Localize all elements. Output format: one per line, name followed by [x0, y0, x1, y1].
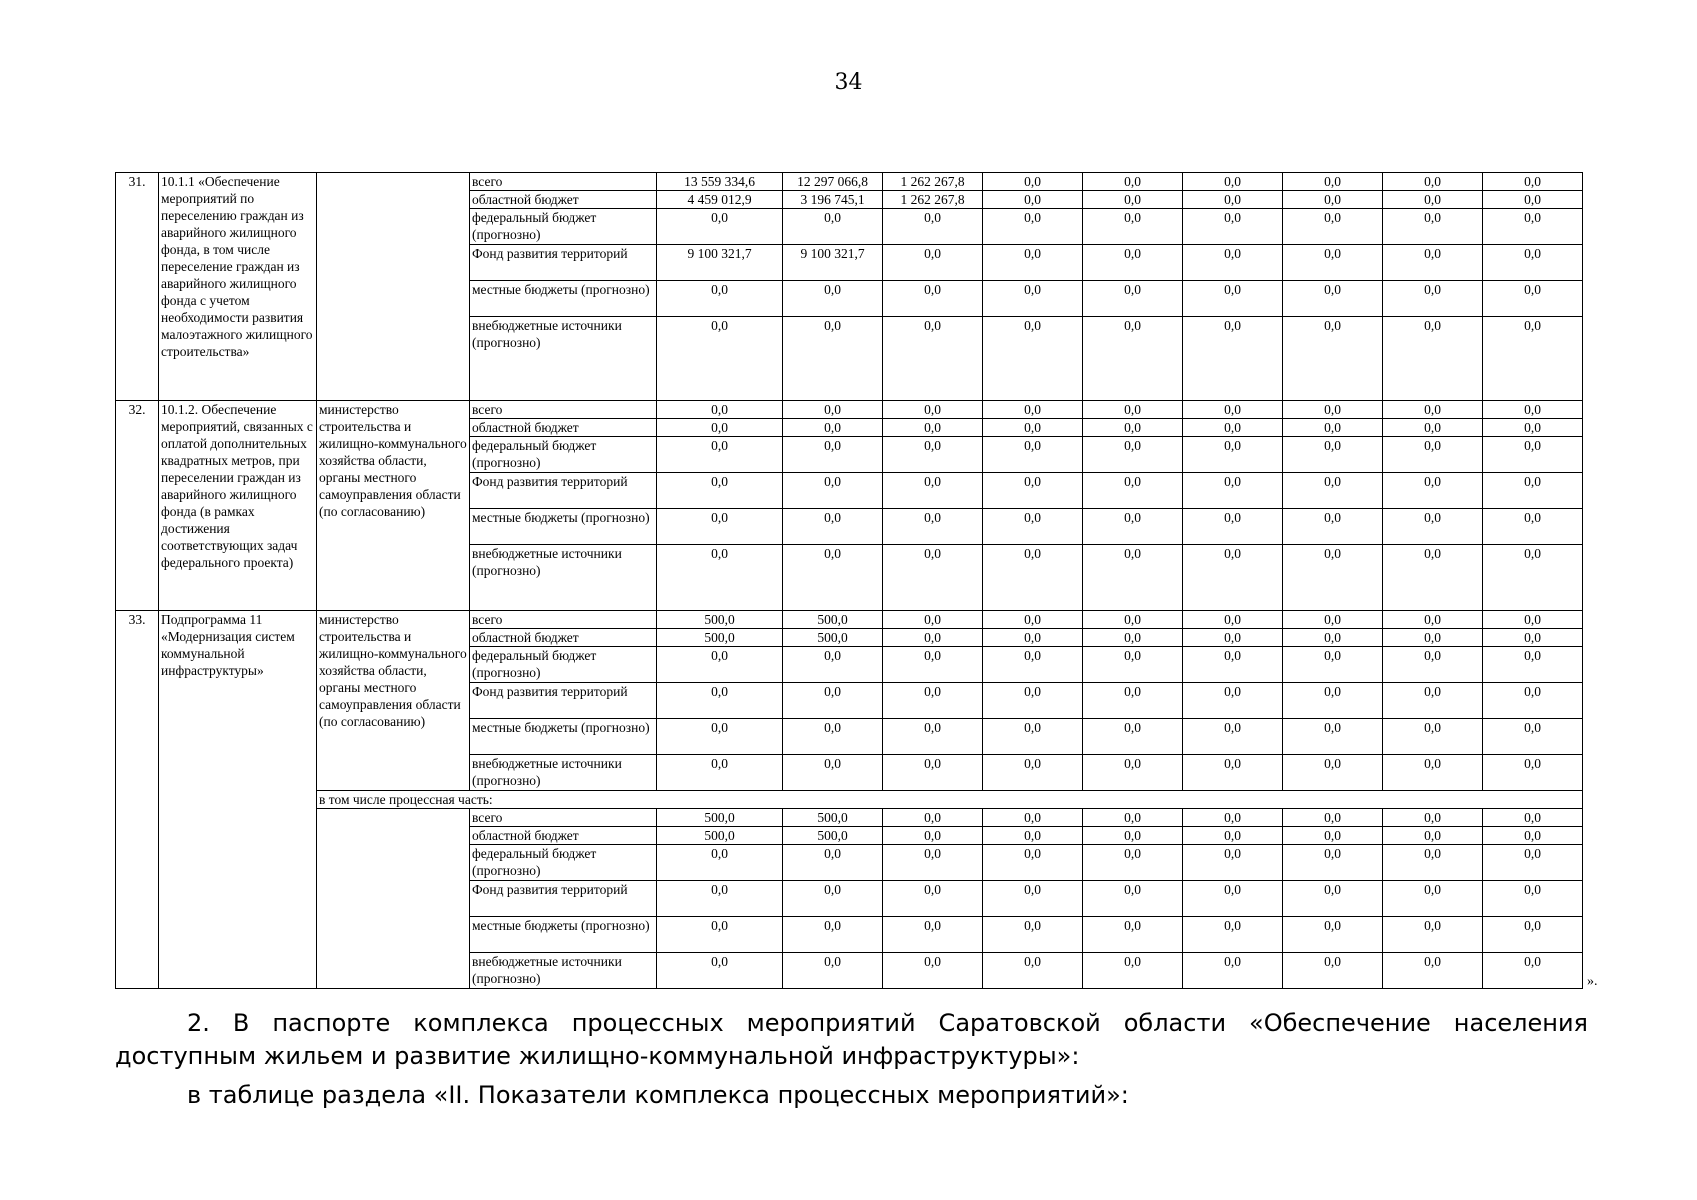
amount-cell: 0,0	[783, 437, 883, 473]
amount-cell: 0,0	[1483, 719, 1583, 755]
amount-cell: 0,0	[983, 827, 1083, 845]
amount-cell: 0,0	[783, 545, 883, 611]
amount-cell: 0,0	[1483, 281, 1583, 317]
amount-cell: 0,0	[983, 173, 1083, 191]
amount-cell: 0,0	[1083, 191, 1183, 209]
amount-cell: 0,0	[1383, 953, 1483, 989]
amount-cell: 0,0	[657, 473, 783, 509]
subsection-heading: в том числе процессная часть:	[317, 791, 1583, 809]
amount-cell: 0,0	[983, 629, 1083, 647]
measure-name: 10.1.2. Обеспечение мероприятий, связанных с оплатой дополнительных квадратных метров, при переселении граждан из аварийного жилищного фонда (в рамках достижения соответствующих задач федерального проекта)	[159, 401, 317, 611]
amount-cell: 500,0	[783, 809, 883, 827]
paragraph-amendment: 2. В паспорте комплекса процессных мероприятий Саратовской области «Обеспечение населения доступным жильем и развитие жилищно-коммунальной инфраструктуры»:	[115, 1009, 1588, 1070]
amount-cell: 0,0	[1083, 545, 1183, 611]
amount-cell: 0,0	[1383, 755, 1483, 791]
amount-cell: 0,0	[883, 209, 983, 245]
amount-cell: 0,0	[983, 209, 1083, 245]
amount-cell: 0,0	[1483, 473, 1583, 509]
amount-cell: 500,0	[657, 809, 783, 827]
amount-cell: 0,0	[1483, 173, 1583, 191]
amount-cell: 0,0	[983, 683, 1083, 719]
responsible-executor: министерство строительства и жилищно-коммунального хозяйства области, органы местного самоуправления области (по согласованию)	[317, 401, 470, 611]
amount-cell: 0,0	[1483, 809, 1583, 827]
amount-cell: 0,0	[1083, 809, 1183, 827]
funding-source: всего	[470, 809, 657, 827]
amount-cell: 0,0	[657, 509, 783, 545]
amount-cell: 0,0	[883, 545, 983, 611]
amount-cell: 0,0	[783, 755, 883, 791]
amount-cell: 0,0	[1283, 809, 1383, 827]
funding-source: всего	[470, 401, 657, 419]
funding-source: областной бюджет	[470, 827, 657, 845]
amount-cell: 0,0	[1283, 545, 1383, 611]
amount-cell: 0,0	[983, 845, 1083, 881]
amount-cell: 0,0	[1483, 419, 1583, 437]
amount-cell: 0,0	[1383, 611, 1483, 629]
amount-cell: 0,0	[1483, 881, 1583, 917]
amount-cell: 0,0	[1283, 191, 1383, 209]
amount-cell: 0,0	[1283, 509, 1383, 545]
funding-source: внебюджетные источники (прогнозно)	[470, 317, 657, 401]
amount-cell: 0,0	[983, 719, 1083, 755]
amount-cell: 0,0	[983, 509, 1083, 545]
amount-cell: 0,0	[1283, 611, 1383, 629]
amount-cell: 0,0	[1183, 683, 1283, 719]
amount-cell: 0,0	[1383, 245, 1483, 281]
amount-cell: 0,0	[1483, 683, 1583, 719]
funding-source: внебюджетные источники (прогнозно)	[470, 545, 657, 611]
row-number: 31.	[116, 173, 159, 401]
funding-source: всего	[470, 611, 657, 629]
funding-source: областной бюджет	[470, 191, 657, 209]
funding-source: Фонд развития территорий	[470, 473, 657, 509]
funding-source: Фонд развития территорий	[470, 881, 657, 917]
amount-cell: 0,0	[1183, 545, 1283, 611]
amount-cell: 0,0	[883, 611, 983, 629]
table-row	[116, 611, 1583, 629]
row-number: 32.	[116, 401, 159, 611]
amount-cell: 0,0	[657, 845, 783, 881]
financing-table	[115, 172, 1583, 989]
amount-cell: 0,0	[1483, 509, 1583, 545]
funding-source: федеральный бюджет (прогнозно)	[470, 845, 657, 881]
amount-cell: 0,0	[883, 683, 983, 719]
amount-cell: 0,0	[1083, 683, 1183, 719]
funding-source: федеральный бюджет (прогнозно)	[470, 437, 657, 473]
funding-source: местные бюджеты (прогнозно)	[470, 917, 657, 953]
amount-cell: 0,0	[1383, 401, 1483, 419]
amount-cell: 0,0	[783, 509, 883, 545]
amount-cell: 0,0	[1083, 209, 1183, 245]
funding-source: федеральный бюджет (прогнозно)	[470, 209, 657, 245]
amount-cell: 0,0	[1083, 881, 1183, 917]
funding-source: местные бюджеты (прогнозно)	[470, 281, 657, 317]
amount-cell: 0,0	[657, 719, 783, 755]
amount-cell: 0,0	[983, 809, 1083, 827]
amount-cell: 0,0	[1183, 629, 1283, 647]
amount-cell: 0,0	[1383, 719, 1483, 755]
amount-cell: 0,0	[1283, 953, 1383, 989]
amount-cell: 0,0	[983, 401, 1083, 419]
amount-cell: 0,0	[1183, 191, 1283, 209]
amount-cell: 0,0	[1183, 245, 1283, 281]
amount-cell: 0,0	[1183, 611, 1283, 629]
amount-cell: 3 196 745,1	[783, 191, 883, 209]
amount-cell: 0,0	[1183, 509, 1283, 545]
amount-cell: 4 459 012,9	[657, 191, 783, 209]
amount-cell: 0,0	[1283, 881, 1383, 917]
measure-name: Подпрограмма 11 «Модернизация систем коммунальной инфраструктуры»	[159, 611, 317, 989]
amount-cell: 0,0	[1283, 629, 1383, 647]
amount-cell: 0,0	[657, 647, 783, 683]
amount-cell: 0,0	[1183, 437, 1283, 473]
amount-cell: 0,0	[1283, 647, 1383, 683]
amount-cell: 0,0	[883, 953, 983, 989]
amount-cell: 0,0	[1083, 473, 1183, 509]
amount-cell: 0,0	[983, 281, 1083, 317]
amount-cell: 0,0	[1383, 509, 1483, 545]
amount-cell: 0,0	[1283, 917, 1383, 953]
amount-cell: 0,0	[1483, 317, 1583, 401]
amount-cell: 0,0	[883, 419, 983, 437]
closing-quote: ».	[1587, 974, 1598, 989]
amount-cell: 0,0	[1283, 827, 1383, 845]
amount-cell: 0,0	[1183, 809, 1283, 827]
amount-cell: 0,0	[1083, 827, 1183, 845]
amount-cell: 0,0	[1183, 881, 1283, 917]
amount-cell: 0,0	[657, 209, 783, 245]
amount-cell: 0,0	[783, 317, 883, 401]
amount-cell: 0,0	[883, 473, 983, 509]
amount-cell: 0,0	[1183, 845, 1283, 881]
amount-cell: 0,0	[1183, 173, 1283, 191]
amount-cell: 0,0	[1483, 647, 1583, 683]
amount-cell: 0,0	[883, 281, 983, 317]
funding-source: внебюджетные источники (прогнозно)	[470, 953, 657, 989]
amount-cell: 0,0	[1283, 437, 1383, 473]
amount-cell: 0,0	[657, 317, 783, 401]
amount-cell: 0,0	[657, 419, 783, 437]
amount-cell: 0,0	[1183, 953, 1283, 989]
amount-cell: 0,0	[1383, 191, 1483, 209]
amount-cell: 0,0	[1483, 629, 1583, 647]
amount-cell: 0,0	[1183, 917, 1283, 953]
funding-source: областной бюджет	[470, 629, 657, 647]
amount-cell: 0,0	[883, 317, 983, 401]
amount-cell: 0,0	[657, 953, 783, 989]
amount-cell: 0,0	[983, 473, 1083, 509]
amount-cell: 0,0	[1083, 281, 1183, 317]
amount-cell: 0,0	[983, 191, 1083, 209]
amount-cell: 0,0	[983, 953, 1083, 989]
amount-cell: 0,0	[1283, 209, 1383, 245]
amount-cell: 500,0	[783, 827, 883, 845]
amount-cell: 0,0	[1383, 683, 1483, 719]
funding-source: Фонд развития территорий	[470, 683, 657, 719]
amount-cell: 0,0	[1083, 629, 1183, 647]
amount-cell: 0,0	[1083, 917, 1183, 953]
amount-cell: 0,0	[883, 827, 983, 845]
amount-cell: 0,0	[1383, 647, 1483, 683]
table-row	[116, 809, 1583, 827]
amount-cell: 0,0	[783, 647, 883, 683]
amount-cell: 0,0	[983, 245, 1083, 281]
amount-cell: 0,0	[1383, 419, 1483, 437]
amount-cell: 9 100 321,7	[657, 245, 783, 281]
amount-cell: 0,0	[983, 611, 1083, 629]
amount-cell: 0,0	[883, 917, 983, 953]
amount-cell: 0,0	[657, 281, 783, 317]
amount-cell: 0,0	[1283, 317, 1383, 401]
amount-cell: 0,0	[1383, 881, 1483, 917]
amount-cell: 0,0	[783, 881, 883, 917]
amount-cell: 0,0	[1283, 473, 1383, 509]
amount-cell: 0,0	[1383, 473, 1483, 509]
amount-cell: 0,0	[1083, 647, 1183, 683]
amount-cell: 0,0	[1183, 473, 1283, 509]
amount-cell: 0,0	[883, 647, 983, 683]
responsible-executor: министерство строительства и жилищно-коммунального хозяйства области, органы местного самоуправления области (по согласованию)	[317, 611, 470, 791]
funding-source: внебюджетные источники (прогнозно)	[470, 755, 657, 791]
funding-source: местные бюджеты (прогнозно)	[470, 719, 657, 755]
amount-cell: 0,0	[1483, 401, 1583, 419]
amount-cell: 0,0	[1183, 401, 1283, 419]
amount-cell: 0,0	[1083, 317, 1183, 401]
amount-cell: 0,0	[1383, 173, 1483, 191]
amount-cell: 0,0	[657, 545, 783, 611]
amount-cell: 0,0	[1083, 845, 1183, 881]
amount-cell: 0,0	[1083, 611, 1183, 629]
amount-cell: 0,0	[1383, 437, 1483, 473]
amount-cell: 0,0	[657, 401, 783, 419]
amount-cell: 0,0	[983, 437, 1083, 473]
amount-cell: 0,0	[983, 881, 1083, 917]
amount-cell: 0,0	[1383, 281, 1483, 317]
amount-cell: 0,0	[1383, 845, 1483, 881]
amount-cell: 0,0	[783, 419, 883, 437]
amount-cell: 0,0	[1283, 401, 1383, 419]
amount-cell: 0,0	[657, 917, 783, 953]
amount-cell: 0,0	[783, 281, 883, 317]
amount-cell: 0,0	[1283, 719, 1383, 755]
amount-cell: 0,0	[1283, 281, 1383, 317]
amount-cell: 0,0	[1283, 845, 1383, 881]
amount-cell: 0,0	[1483, 437, 1583, 473]
amount-cell: 0,0	[1183, 827, 1283, 845]
amount-cell: 0,0	[1083, 419, 1183, 437]
funding-source: областной бюджет	[470, 419, 657, 437]
amount-cell: 0,0	[883, 245, 983, 281]
amount-cell: 0,0	[1183, 317, 1283, 401]
row-number: 33.	[116, 611, 159, 989]
responsible-executor	[317, 809, 470, 989]
amount-cell: 0,0	[983, 545, 1083, 611]
amount-cell: 0,0	[1083, 173, 1183, 191]
amount-cell: 0,0	[983, 647, 1083, 683]
amount-cell: 0,0	[983, 917, 1083, 953]
amount-cell: 0,0	[1383, 317, 1483, 401]
amount-cell: 0,0	[657, 437, 783, 473]
amount-cell: 0,0	[1283, 683, 1383, 719]
amount-cell: 0,0	[1083, 719, 1183, 755]
amount-cell: 0,0	[883, 755, 983, 791]
amount-cell: 0,0	[1383, 917, 1483, 953]
amount-cell: 0,0	[1383, 545, 1483, 611]
amount-cell: 500,0	[657, 629, 783, 647]
amount-cell: 0,0	[1383, 809, 1483, 827]
amount-cell: 0,0	[1483, 209, 1583, 245]
amount-cell: 0,0	[783, 953, 883, 989]
amount-cell: 0,0	[1083, 245, 1183, 281]
amount-cell: 500,0	[657, 827, 783, 845]
amount-cell: 0,0	[883, 719, 983, 755]
amount-cell: 0,0	[1183, 719, 1283, 755]
amount-cell: 0,0	[783, 845, 883, 881]
table-row	[116, 173, 1583, 191]
funding-source: всего	[470, 173, 657, 191]
funding-source: федеральный бюджет (прогнозно)	[470, 647, 657, 683]
amount-cell: 0,0	[1383, 209, 1483, 245]
amount-cell: 0,0	[1183, 419, 1283, 437]
amount-cell: 0,0	[1083, 437, 1183, 473]
amount-cell: 0,0	[1283, 173, 1383, 191]
amount-cell: 0,0	[1483, 845, 1583, 881]
amount-cell: 0,0	[1483, 827, 1583, 845]
amount-cell: 0,0	[883, 437, 983, 473]
amount-cell: 0,0	[983, 755, 1083, 791]
amount-cell: 0,0	[783, 683, 883, 719]
amount-cell: 0,0	[883, 881, 983, 917]
amount-cell: 0,0	[1483, 917, 1583, 953]
amount-cell: 0,0	[1083, 509, 1183, 545]
amount-cell: 0,0	[1283, 245, 1383, 281]
amount-cell: 500,0	[783, 629, 883, 647]
amount-cell: 0,0	[1083, 755, 1183, 791]
amount-cell: 0,0	[1383, 629, 1483, 647]
amount-cell: 0,0	[1183, 209, 1283, 245]
amount-cell: 0,0	[883, 509, 983, 545]
amount-cell: 13 559 334,6	[657, 173, 783, 191]
amount-cell: 0,0	[1483, 245, 1583, 281]
amount-cell: 1 262 267,8	[883, 173, 983, 191]
amount-cell: 9 100 321,7	[783, 245, 883, 281]
amount-cell: 500,0	[783, 611, 883, 629]
page-number: 34	[834, 70, 863, 95]
amount-cell: 0,0	[1083, 401, 1183, 419]
amount-cell: 0,0	[783, 473, 883, 509]
funding-source: местные бюджеты (прогнозно)	[470, 509, 657, 545]
amount-cell: 0,0	[983, 317, 1083, 401]
amount-cell: 0,0	[1283, 755, 1383, 791]
amount-cell: 500,0	[657, 611, 783, 629]
amount-cell: 0,0	[883, 629, 983, 647]
amount-cell: 0,0	[983, 419, 1083, 437]
amount-cell: 0,0	[1483, 755, 1583, 791]
amount-cell: 0,0	[1183, 281, 1283, 317]
amount-cell: 0,0	[783, 209, 883, 245]
amount-cell: 0,0	[883, 809, 983, 827]
amount-cell: 0,0	[657, 683, 783, 719]
amount-cell: 0,0	[1383, 827, 1483, 845]
amount-cell: 0,0	[1483, 953, 1583, 989]
amount-cell: 0,0	[1183, 755, 1283, 791]
amount-cell: 1 262 267,8	[883, 191, 983, 209]
responsible-executor	[317, 173, 470, 401]
amount-cell: 0,0	[783, 719, 883, 755]
amount-cell: 0,0	[883, 401, 983, 419]
amount-cell: 0,0	[1483, 191, 1583, 209]
table-row	[116, 401, 1583, 419]
paragraph-table-section: в таблице раздела «II. Показатели комплекса процессных мероприятий»:	[187, 1081, 1129, 1109]
amount-cell: 0,0	[883, 845, 983, 881]
table-row	[116, 791, 1583, 809]
amount-cell: 0,0	[657, 755, 783, 791]
amount-cell: 0,0	[783, 401, 883, 419]
amount-cell: 0,0	[1183, 647, 1283, 683]
amount-cell: 0,0	[1283, 419, 1383, 437]
amount-cell: 0,0	[783, 917, 883, 953]
amount-cell: 0,0	[1083, 953, 1183, 989]
amount-cell: 0,0	[1483, 545, 1583, 611]
funding-source: Фонд развития территорий	[470, 245, 657, 281]
amount-cell: 12 297 066,8	[783, 173, 883, 191]
measure-name: 10.1.1 «Обеспечение мероприятий по переселению граждан из аварийного жилищного фонда, в том числе переселение граждан из аварийного жилищного фонда с учетом необходимости развития малоэтажного жилищного строительства»	[159, 173, 317, 401]
amount-cell: 0,0	[1483, 611, 1583, 629]
amount-cell: 0,0	[657, 881, 783, 917]
